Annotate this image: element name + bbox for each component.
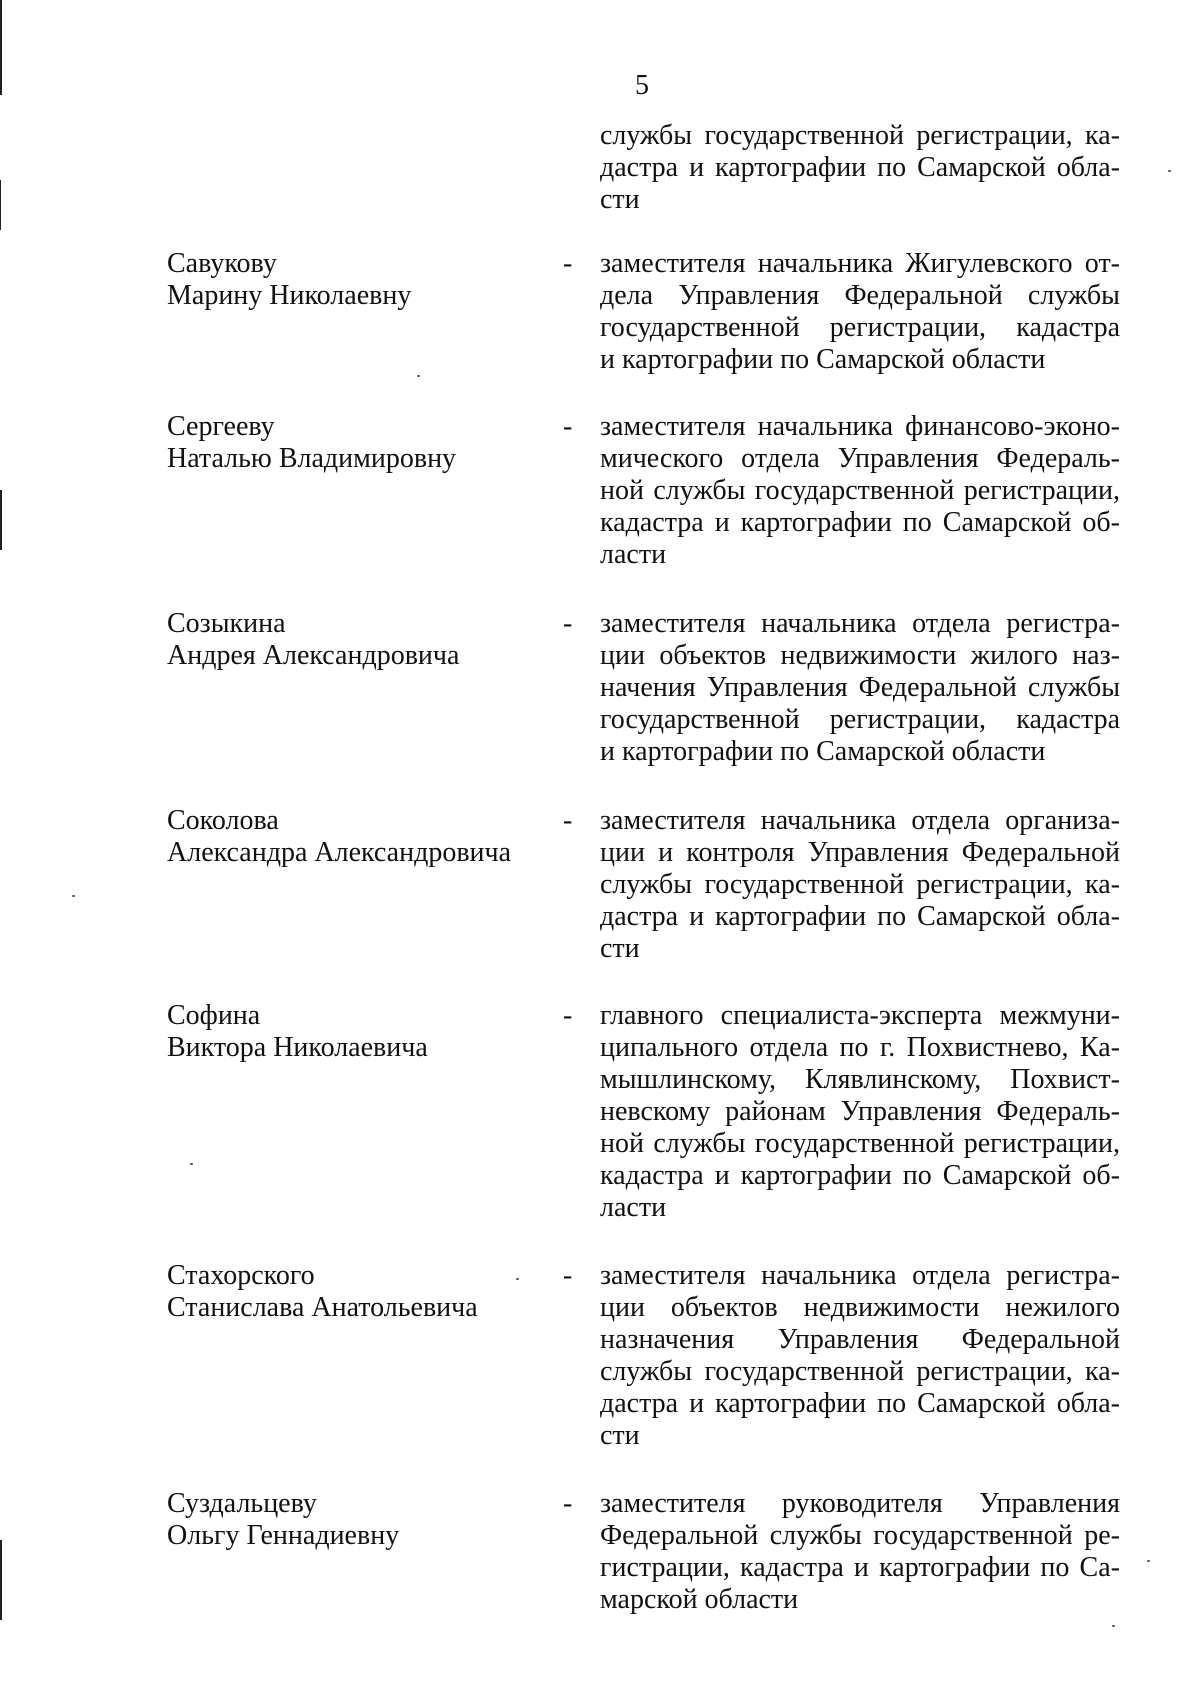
text-line: сти bbox=[600, 933, 640, 964]
scan-speck bbox=[1112, 1625, 1115, 1627]
text-line: службы государственной регистрации, ка- bbox=[600, 869, 1120, 900]
position-title bbox=[600, 248, 1120, 376]
surname: Сергееву bbox=[167, 411, 275, 442]
page-number: 5 bbox=[635, 70, 649, 101]
text-line: ной службы государственной регистрации, bbox=[600, 475, 1120, 506]
scan-edge-mark bbox=[0, 0, 2, 95]
text-line: ласти bbox=[600, 539, 667, 570]
surname: Софина bbox=[167, 1000, 261, 1031]
text-line: заместителя руководителя Управления bbox=[600, 1488, 1120, 1519]
surname: Соколова bbox=[167, 805, 279, 836]
text-line: дастра и картографии по Самарской обла- bbox=[600, 152, 1120, 183]
person-name bbox=[167, 805, 567, 869]
position-title bbox=[600, 1488, 1120, 1616]
person-name bbox=[167, 1000, 567, 1064]
text-line: дела Управления Федеральной службы bbox=[600, 280, 1120, 311]
text-line: и картографии по Самарской области bbox=[600, 344, 1046, 375]
text-line: заместителя начальника Жигулевского от- bbox=[600, 248, 1120, 279]
text-line: ции и контроля Управления Федеральной bbox=[600, 837, 1120, 868]
position-title bbox=[600, 1000, 1120, 1224]
given-names: Виктора Николаевича bbox=[167, 1032, 428, 1063]
given-names: Ольгу Геннадиевну bbox=[167, 1520, 400, 1551]
text-line: кадастра и картографии по Самарской об- bbox=[600, 1160, 1120, 1191]
position-title bbox=[600, 805, 1120, 965]
text-line: заместителя начальника финансово-эконо- bbox=[600, 411, 1120, 442]
text-line: гистрации, кадастра и картографии по Са- bbox=[600, 1552, 1120, 1583]
given-names: Станислава Анатольевича bbox=[167, 1292, 478, 1323]
scan-edge-mark bbox=[0, 1540, 2, 1620]
scan-speck bbox=[417, 375, 420, 377]
text-line: ции объектов недвижимости жилого наз- bbox=[600, 640, 1120, 671]
text-line: назначения Управления Федеральной bbox=[600, 1324, 1120, 1355]
text-line: ласти bbox=[600, 1192, 667, 1223]
text-line: государственной регистрации, кадастра bbox=[600, 312, 1120, 343]
text-line: службы государственной регистрации, ка- bbox=[600, 120, 1120, 151]
text-line: кадастра и картографии по Самарской об- bbox=[600, 507, 1120, 538]
position-title bbox=[600, 608, 1120, 768]
position-title bbox=[600, 1260, 1120, 1452]
scan-speck bbox=[190, 1163, 193, 1165]
surname: Суздальцеву bbox=[167, 1488, 317, 1519]
text-line: ципального отдела по г. Похвистнево, Ка- bbox=[600, 1032, 1120, 1063]
surname: Стахорского bbox=[167, 1260, 315, 1291]
text-line: дастра и картографии по Самарской обла- bbox=[600, 1388, 1120, 1419]
text-line: мышлинскому, Клявлинскому, Похвист- bbox=[600, 1064, 1120, 1095]
text-line: службы государственной регистрации, ка- bbox=[600, 1356, 1120, 1387]
position-title bbox=[600, 411, 1120, 571]
separator-dash: - bbox=[563, 1000, 573, 1031]
text-line: заместителя начальника отдела регистра- bbox=[600, 1260, 1120, 1291]
text-line: мического отдела Управления Федераль- bbox=[600, 443, 1120, 474]
text-line: начения Управления Федеральной службы bbox=[600, 672, 1120, 703]
surname: Созыкина bbox=[167, 608, 286, 639]
given-names: Александра Александровича bbox=[167, 837, 512, 868]
separator-dash: - bbox=[563, 1260, 573, 1291]
text-line: и картографии по Самарской области bbox=[600, 736, 1046, 767]
text-line: сти bbox=[600, 184, 640, 215]
text-line: заместителя начальника отдела организа- bbox=[600, 805, 1120, 836]
scan-speck bbox=[1147, 1560, 1150, 1562]
scan-speck bbox=[72, 895, 75, 897]
surname: Савукову bbox=[167, 248, 277, 279]
text-line: заместителя начальника отдела регистра- bbox=[600, 608, 1120, 639]
text-line: дастра и картографии по Самарской обла- bbox=[600, 901, 1120, 932]
text-line: главного специалиста-эксперта межмуни- bbox=[600, 1000, 1120, 1031]
separator-dash: - bbox=[563, 1488, 573, 1519]
text-line: сти bbox=[600, 1420, 640, 1451]
text-line: ции объектов недвижимости нежилого bbox=[600, 1292, 1120, 1323]
scan-speck bbox=[1168, 170, 1171, 172]
separator-dash: - bbox=[563, 248, 573, 279]
scan-edge-mark bbox=[0, 180, 1, 230]
person-name bbox=[167, 1260, 567, 1324]
separator-dash: - bbox=[563, 411, 573, 442]
separator-dash: - bbox=[563, 608, 573, 639]
text-line: государственной регистрации, кадастра bbox=[600, 704, 1120, 735]
continued-text bbox=[600, 120, 1120, 216]
given-names: Наталью Владимировну bbox=[167, 443, 457, 474]
given-names: Марину Николаевну bbox=[167, 280, 412, 311]
text-line: марской области bbox=[600, 1584, 799, 1615]
text-line: Федеральной службы государственной ре- bbox=[600, 1520, 1120, 1551]
text-line: невскому районам Управления Федераль- bbox=[600, 1096, 1120, 1127]
given-names: Андрея Александровича bbox=[167, 640, 460, 671]
separator-dash: - bbox=[563, 805, 573, 836]
person-name bbox=[167, 411, 567, 475]
person-name bbox=[167, 1488, 567, 1552]
text-line: ной службы государственной регистрации, bbox=[600, 1128, 1120, 1159]
person-name bbox=[167, 248, 567, 312]
person-name bbox=[167, 608, 567, 672]
scan-edge-mark bbox=[0, 490, 2, 550]
